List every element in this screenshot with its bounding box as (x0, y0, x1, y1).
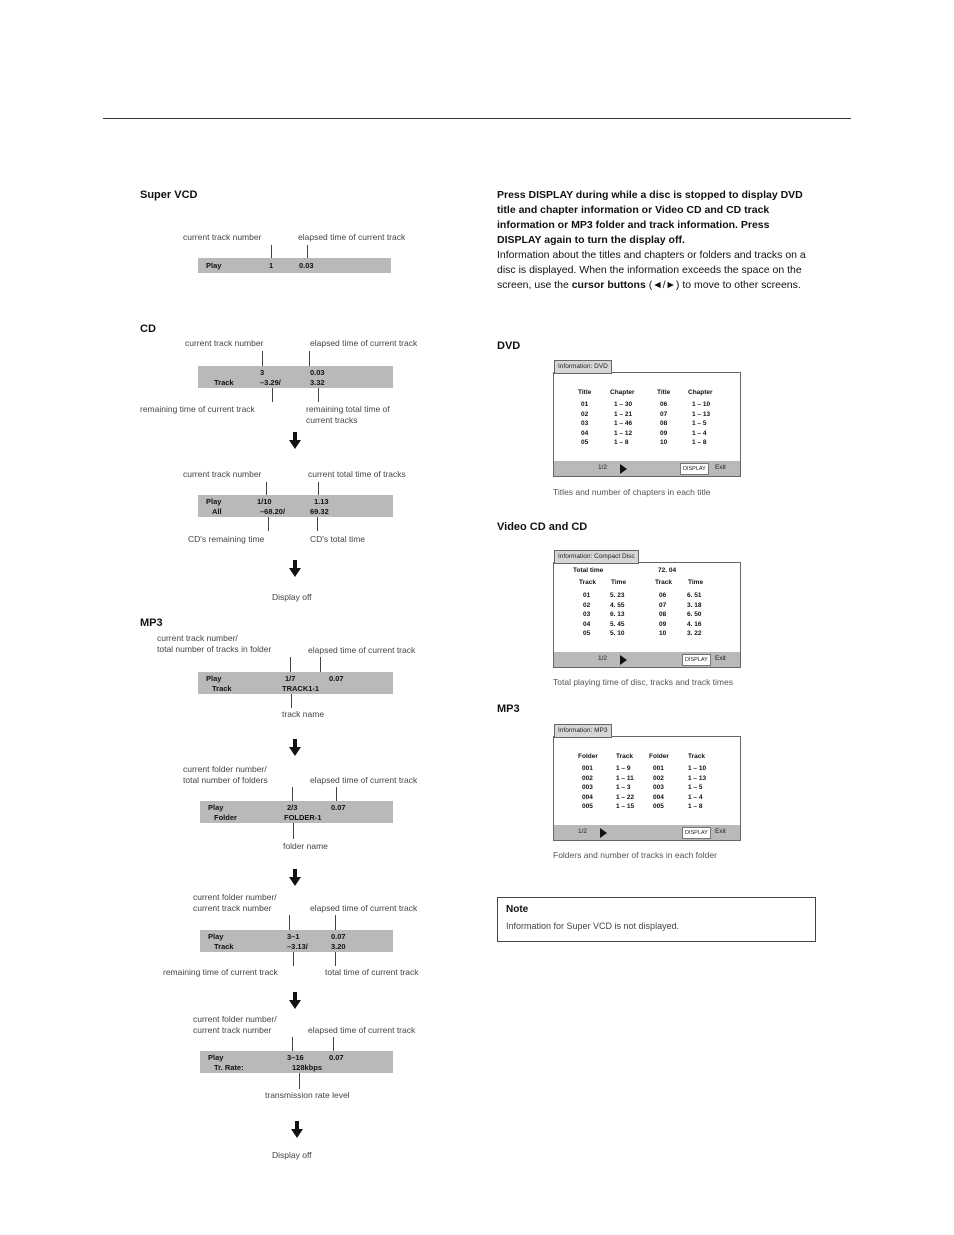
bar-play: Play (206, 674, 222, 683)
table-cell: 1 – 3 (616, 784, 631, 791)
down-arrow-icon (289, 869, 301, 887)
mp3-status-bar-1 (198, 672, 393, 694)
table-column (616, 764, 634, 812)
col-header: Title (578, 389, 592, 396)
leader-line (309, 351, 310, 366)
table-cell: 001 (653, 765, 664, 772)
table-column (614, 400, 632, 448)
dvd-screen-footer (554, 461, 740, 476)
bar-play: Play (206, 497, 222, 506)
table-cell: 02 (583, 601, 591, 609)
leader-line (335, 915, 336, 930)
label-current-track: current track number (185, 338, 264, 348)
display-button[interactable]: DISPLAY (682, 827, 711, 839)
table-cell: 1 – 11 (616, 774, 634, 782)
down-arrow-icon (289, 560, 301, 578)
leader-line (293, 823, 294, 839)
bar-time: 0.07 (331, 803, 346, 812)
table-cell: 1 – 4 (692, 429, 707, 437)
exit-label[interactable]: Exit (715, 464, 726, 471)
table-cell: 5. 45 (610, 620, 625, 628)
table-cell: 1 – 8 (614, 439, 629, 446)
intro-text: Information about the titles and chapters or folders and tracks on a disc is displayed. When the information exceeds the space on the screen, use the (497, 249, 806, 291)
vcd-caption: Total playing time of disc, tracks and track times (553, 677, 733, 687)
table-cell: 03 (581, 420, 589, 427)
label-elapsed-time: elapsed time of current track (298, 232, 406, 242)
bar-remaining: –3.29/ (260, 378, 281, 387)
table-column (581, 400, 588, 448)
table-cell: 07 (659, 601, 667, 609)
table-cell: 4. 16 (687, 620, 702, 628)
next-page-icon[interactable] (620, 655, 627, 665)
heading-mp3-info: MP3 (497, 703, 520, 715)
cd-status-bar-2 (198, 495, 393, 517)
bar-time: 1.13 (314, 497, 329, 506)
bar-remaining: –3.13/ (287, 942, 308, 951)
bar-play: Play (206, 261, 222, 270)
down-arrow-icon (289, 992, 301, 1010)
bar-play: Play (208, 1053, 224, 1062)
leader-line (335, 952, 336, 966)
label-current-track: current track number (183, 469, 262, 479)
label-folder-number: current folder number/ (183, 764, 267, 774)
table-column (610, 591, 624, 639)
table-cell: 1 – 10 (692, 401, 711, 408)
label-track-number: current track number (193, 1025, 272, 1035)
table-cell: 1 – 8 (688, 803, 703, 810)
page-indicator: 1/2 (578, 828, 588, 835)
label-remaining-time: remaining time of current track (140, 404, 255, 414)
table-cell: 1 – 30 (614, 401, 633, 408)
display-button[interactable]: DISPLAY (682, 654, 711, 666)
cd-status-bar-1 (198, 366, 393, 388)
bar-mode: Folder (214, 813, 237, 822)
bar-time: 0.03 (299, 261, 314, 270)
mp3-status-bar-3 (200, 930, 393, 952)
table-cell: 06 (659, 592, 667, 599)
heading-video-cd: Video CD and CD (497, 521, 588, 533)
label-track-name: track name (282, 709, 325, 719)
note-text: Information for Super VCD is not displayed. (506, 921, 680, 931)
col-header: Folder (649, 753, 669, 760)
table-cell: 4. 55 (610, 601, 625, 609)
col-header: Chapter (610, 389, 635, 396)
bar-mode: Track (212, 684, 232, 693)
down-arrow-icon (289, 739, 301, 757)
table-cell: 09 (659, 620, 667, 628)
leader-line (320, 657, 321, 672)
table-cell: 03 (583, 611, 591, 618)
mp3-screen-footer (554, 825, 740, 840)
note-box (497, 897, 816, 942)
table-cell: 1 – 9 (616, 765, 631, 772)
bar-mode: Tr. Rate: (214, 1063, 244, 1072)
table-column (582, 764, 593, 812)
table-column (660, 400, 667, 448)
dvd-tab: Information: DVD (554, 360, 612, 374)
label-transmission-rate: transmission rate level (265, 1090, 350, 1100)
table-cell: 04 (581, 429, 589, 437)
label-track-number: current track number/ (157, 633, 238, 643)
bar-remaining: –68.20/ (260, 507, 286, 516)
table-cell: 05 (581, 439, 589, 446)
bar-track: 3–16 (287, 1053, 304, 1062)
heading-cd: CD (140, 323, 156, 335)
leader-line (271, 245, 272, 258)
next-page-icon[interactable] (620, 464, 627, 474)
table-column (653, 764, 664, 812)
label-total-time: current total time of tracks (308, 469, 406, 479)
heading-super-vcd: Super VCD (140, 189, 198, 201)
table-cell: 3. 22 (687, 630, 702, 637)
table-cell: 005 (653, 803, 664, 810)
bar-mode: Track (214, 942, 234, 951)
table-column (692, 400, 710, 448)
table-cell: 1 – 22 (616, 793, 635, 801)
table-cell: 1 – 8 (692, 439, 707, 446)
col-header: Track (616, 753, 633, 760)
display-off-label: Display off (272, 1150, 312, 1160)
bar-time: 0.07 (331, 932, 346, 941)
bar-total: 69.32 (310, 507, 329, 516)
table-cell: 001 (582, 765, 593, 772)
col-header: Folder (578, 753, 598, 760)
table-cell: 004 (653, 793, 664, 801)
leader-line (266, 482, 267, 495)
label-remaining-time: remaining time of current track (163, 967, 278, 977)
col-header: Time (688, 579, 704, 586)
table-cell: 1 – 15 (616, 803, 635, 810)
table-cell: 1 – 4 (688, 793, 703, 801)
leader-line (299, 1073, 300, 1089)
leader-line (272, 388, 273, 402)
table-cell: 07 (660, 410, 668, 418)
col-header: Title (657, 389, 671, 396)
page-indicator: 1/2 (598, 655, 608, 662)
leader-line (317, 517, 318, 531)
table-cell: 5. 10 (610, 630, 625, 637)
table-cell: 1 – 21 (614, 410, 633, 418)
table-cell: 1 – 5 (688, 784, 703, 791)
page-indicator: 1/2 (598, 464, 608, 471)
table-cell: 10 (660, 439, 668, 446)
bar-play: Play (208, 803, 224, 812)
table-cell: 1 – 13 (692, 410, 711, 418)
intro-cursor-buttons: cursor buttons (571, 279, 646, 291)
bar-rate: 128kbps (292, 1063, 323, 1072)
bar-track: 1 (269, 261, 274, 270)
leader-line (289, 915, 290, 930)
table-cell: 06 (660, 401, 668, 408)
table-cell: 003 (582, 784, 593, 791)
bar-name: FOLDER-1 (284, 813, 322, 822)
vcd-tab: Information: Compact Disc (554, 550, 639, 564)
table-cell: 10 (659, 630, 667, 637)
bar-time: 0.07 (329, 674, 344, 683)
bar-name: TRACK1-1 (282, 684, 320, 693)
table-cell: 04 (583, 620, 591, 628)
col-header: Track (655, 579, 672, 586)
bar-total: 3.32 (310, 378, 325, 387)
label-folder-number: current folder number/ (193, 1014, 277, 1024)
leader-line (262, 351, 263, 366)
table-cell: 3. 18 (687, 601, 702, 609)
bar-track: 1/7 (285, 674, 296, 683)
exit-label[interactable]: Exit (715, 828, 726, 835)
leader-line (293, 952, 294, 966)
label-folder-name: folder name (283, 841, 328, 851)
intro-text-end: (◄/►) to move to other screens. (645, 279, 801, 291)
table-cell: 08 (660, 420, 668, 427)
table-cell: 1 – 12 (614, 429, 633, 437)
table-cell: 6. 13 (610, 611, 625, 618)
table-cell: 1 – 46 (614, 420, 633, 427)
dvd-info-screen (553, 363, 741, 477)
table-cell: 1 – 13 (688, 774, 707, 782)
bar-track: 1/10 (257, 497, 272, 506)
bar-play: Play (208, 932, 224, 941)
label-total-folders: total number of folders (183, 775, 268, 785)
label-current-track: current track number (183, 232, 262, 242)
label-elapsed-time: elapsed time of current track (308, 1025, 416, 1035)
label-elapsed-time: elapsed time of current track (310, 775, 418, 785)
display-off-label: Display off (272, 592, 312, 602)
intro-paragraph (497, 188, 815, 293)
table-cell: 004 (582, 793, 593, 801)
table-column (688, 764, 706, 812)
vcd-screen-footer (554, 652, 740, 667)
table-cell: 1 – 5 (692, 420, 707, 427)
bar-total: 3.20 (331, 942, 346, 951)
table-column (659, 591, 666, 639)
mp3-status-bar-2 (200, 801, 393, 823)
label-elapsed-time: elapsed time of current track (310, 338, 418, 348)
label-folder-number: current folder number/ (193, 892, 277, 902)
label-remaining-total-2: current tracks (306, 415, 358, 425)
table-column (583, 591, 590, 639)
leader-line (333, 1037, 334, 1051)
label-total-time: total time of current track (325, 967, 419, 977)
leader-line (318, 388, 319, 402)
label-track-number: current track number (193, 903, 272, 913)
col-header: Track (688, 753, 705, 760)
vcd-info-screen (553, 553, 741, 668)
leader-line (292, 1037, 293, 1051)
label-remaining-total-1: remaining total time of (306, 404, 390, 414)
mp3-info-screen (553, 727, 741, 841)
total-time-label: Total time (573, 567, 604, 574)
heading-mp3: MP3 (140, 617, 163, 629)
mp3-caption: Folders and number of tracks in each folder (553, 850, 717, 860)
mp3-tab: Information: MP3 (554, 724, 612, 738)
total-time-value: 72. 04 (658, 567, 677, 574)
down-arrow-icon (291, 1121, 303, 1139)
table-cell: 08 (659, 611, 667, 618)
label-total-tracks: total number of tracks in folder (157, 644, 272, 654)
table-cell: 5. 23 (610, 592, 625, 599)
col-header: Track (579, 579, 596, 586)
table-cell: 09 (660, 429, 668, 437)
leader-line (268, 517, 269, 531)
leader-line (292, 787, 293, 801)
bar-time: 0.03 (310, 368, 325, 377)
leader-line (291, 694, 292, 708)
table-cell: 002 (653, 774, 664, 782)
svcd-status-bar (198, 258, 391, 273)
table-cell: 05 (583, 630, 591, 637)
bar-time: 0.07 (329, 1053, 344, 1062)
table-cell: 6. 50 (687, 611, 702, 618)
label-elapsed-time: elapsed time of current track (310, 903, 418, 913)
table-cell: 6. 51 (687, 592, 702, 599)
bar-mode: Track (214, 378, 234, 387)
exit-label[interactable]: Exit (715, 655, 726, 662)
bar-mode: All (212, 507, 222, 516)
col-header: Chapter (688, 389, 713, 396)
table-cell: 01 (581, 401, 589, 408)
table-cell: 02 (581, 410, 589, 418)
table-column (687, 591, 701, 639)
mp3-status-bar-4 (200, 1051, 393, 1073)
leader-line (336, 787, 337, 801)
display-button[interactable]: DISPLAY (680, 463, 709, 475)
bar-track: 3 (260, 368, 265, 377)
down-arrow-icon (289, 432, 301, 450)
table-cell: 1 – 10 (688, 765, 707, 772)
bar-track: 3–1 (287, 932, 300, 941)
heading-dvd: DVD (497, 340, 521, 352)
table-cell: 003 (653, 784, 664, 791)
table-cell: 005 (582, 803, 593, 810)
intro-bold: Press DISPLAY during while a disc is stopped to display DVD title and chapter information or Video CD and CD track information or MP3 folder and track information. Press DISPLAY again to turn the display off. (497, 189, 803, 246)
next-page-icon[interactable] (600, 828, 607, 838)
leader-line (290, 657, 291, 672)
label-cd-remaining: CD's remaining time (188, 534, 265, 544)
table-cell: 01 (583, 592, 591, 599)
leader-line (318, 482, 319, 495)
label-elapsed-time: elapsed time of current track (308, 645, 416, 655)
col-header: Time (611, 579, 627, 586)
top-rule (103, 118, 851, 119)
note-title: Note (506, 904, 529, 915)
bar-folder: 2/3 (287, 803, 298, 812)
label-cd-total: CD's total time (310, 534, 365, 544)
dvd-caption: Titles and number of chapters in each title (553, 487, 711, 497)
leader-line (307, 245, 308, 258)
table-cell: 002 (582, 774, 593, 782)
